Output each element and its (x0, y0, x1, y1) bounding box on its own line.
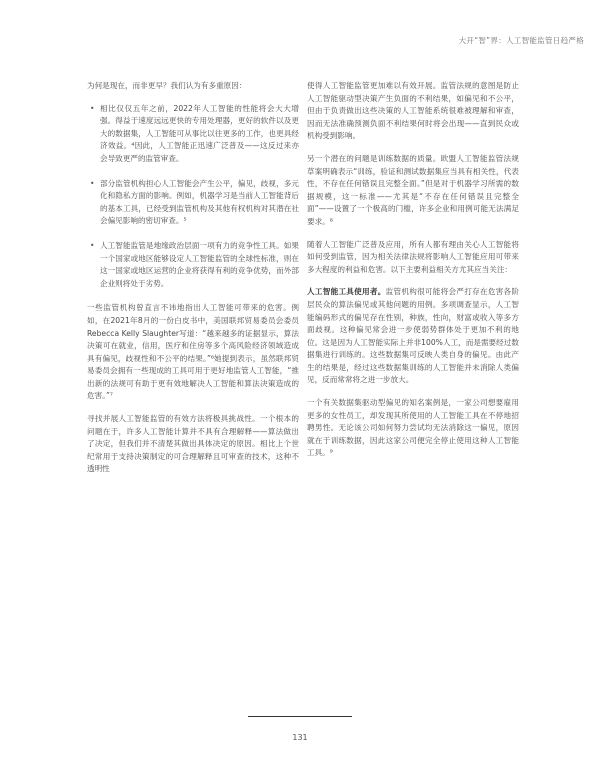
list-item: • 部分监管机构担心人工智能会产生公平，偏见，歧视，多元化和隐私方面的影响。例如，机器学习是当前人工智能背后的基本工具，已经受到监管机构及其他有权机构对其潜在社会偏见影响的密切审查。⁵ (87, 178, 299, 228)
body-paragraph: 寻找并展人工智能监管的有效方法将极具挑战性。一个根本的问题在于，许多人工智能计算并不具有合理解释——算法做出了决定，但我们并不清楚其做出具体决定的原因。相比上个世纪常用于支持决策制定的可合理解释且可审查的技术，这种不透明性 (87, 414, 299, 474)
stakeholder-lead: 人工智能工具使用者。 (307, 287, 386, 297)
body-paragraph: 另一个潜在的问题是训练数据的质量。欧盟人工智能监管法规草案明确表示“训练，验证和测试数据集应当具有相关性，代表性，不存在任何错误且完整全面。”但是对于机器学习所需的数据规模，这一标准——尤其是“不存在任何错误且完整全面”——设置了一个极高的门槛，许多企业和用例可能无法满足要求。⁸ (307, 153, 519, 226)
page-number: 131 (292, 733, 308, 742)
footer-divider (248, 716, 352, 717)
body-paragraph: 使得人工智能监管更加难以有效开展。监管法规的意图是防止人工智能驱动型决策产生负面的不利结果，如偏见和不公平，但由于负责做出这些决策的人工智能系统很难被理解和审查，因而无法准确预测负面不利结果何时将会出现——直到民众或机构受到影响。 (307, 81, 519, 141)
stakeholder-body: 监管机构很可能将会严打存在危害各阶层民众的算法偏见或其他问题的用例。多项调查显示，人工智能编码形式的偏见存在性别，种族，性向，财富或收入等多方面歧视。这种偏见常会进一步使弱势群体处于更加不利的地位。这是因为人工智能实际上并非100%人工，而是需要经过数据集进行训练的。这些数据集可反映人类自身的偏见。由此产生的结果是，经过这些数据集训练的人工智能并未消除人类偏见，反而常常将之进一步放大。 (307, 287, 520, 385)
reasons-list (87, 103, 299, 291)
right-column (307, 80, 519, 470)
running-header: 大开“智”界：人工智能监管日趋严格 (458, 36, 584, 45)
left-column (87, 80, 299, 486)
stakeholder-paragraph (307, 286, 519, 387)
body-paragraph: 随着人工智能广泛普及应用，所有人都有理由关心人工智能将如何受到监管，因为相关法律法规将影响人工智能应用可带来多大程度的利益和危害。以下主要利益相关方尤其应当关注： (307, 239, 519, 274)
body-paragraph: 一个有关数据集驱动型偏见的知名案例是，一家公司想要雇用更多的女性员工，却发现其所使用的人工智能工具在不停地招聘男性。无论该公司如何努力尝试均无法消除这一偏见，原因就在于训练数据，因此这家公司便完全停止使用这种人工智能工具。⁹ (307, 398, 519, 458)
body-paragraph: 一些监管机构曾直言不讳地指出人工智能可带来的危害。例如，在2021年8月的一份白皮书中，美国联邦贸易委员会委员Rebecca Kelly Slaughter写道：“越来越多的证据显示，算法决策可在就业，信用，医疗和住房等多个高风险经济领域造成具有偏见，歧视性和不公平的结果。”⁶她提到表示，虽然联邦贸易委员会拥有一些现成的工具可用于更好地监管人工智能，“推出新的法规可有助于更有效地解决人工智能和算法决策造成的危害。”⁷ (87, 303, 299, 401)
list-item: • 相比仅仅五年之前，2022年人工智能的性能将会大大增强。得益于速度远远更快的专用处理器，更好的软件以及更大的数据集，人工智能可从事比以往更多的工作，也更具经济效益。⁴因此，人工智能正迅速广泛普及——这反过来亦会导致更严的监管审查。 (87, 103, 299, 166)
list-item: • 人工智能监管是地缘政治层面一项有力的竞争性工具。如果一个国家或地区能够设定人工智能监管的全球性标准，则在这一国家或地区运营的企业将获得有利的竞争优势，而外部企业则将处于劣势。 (87, 240, 299, 290)
intro-paragraph: 为何是现在，而非更早？我们认为有多重原因： (87, 81, 247, 90)
